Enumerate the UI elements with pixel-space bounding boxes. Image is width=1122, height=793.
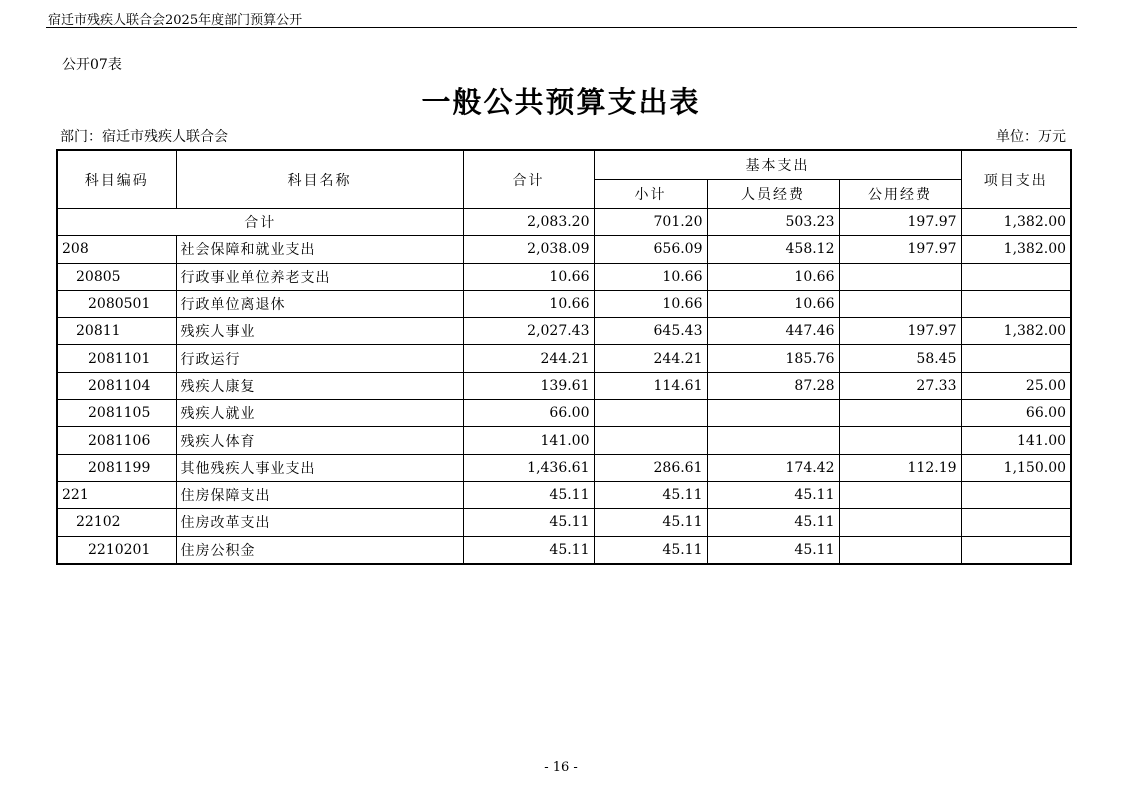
personnel-cell: 10.66: [707, 290, 839, 317]
public-cell: 112.19: [839, 454, 961, 481]
personnel-cell: 458.12: [707, 236, 839, 263]
subtotal-cell: 45.11: [594, 481, 707, 508]
name-cell: 其他残疾人事业支出: [176, 454, 463, 481]
document-header: 宿迁市残疾人联合会2025年度部门预算公开: [48, 13, 303, 28]
code-cell: 2080501: [57, 290, 176, 317]
total-cell: 45.11: [463, 481, 594, 508]
subtotal-cell: 656.09: [594, 236, 707, 263]
subtotal-cell: 114.61: [594, 372, 707, 399]
personnel-cell: 503.23: [707, 209, 839, 236]
unit-label: 单位：万元: [996, 129, 1066, 145]
header-public: 公用经费: [839, 180, 961, 209]
table-row: [57, 372, 1071, 399]
code-cell: 22102: [57, 509, 176, 536]
total-cell: 1,436.61: [463, 454, 594, 481]
name-cell: 社会保障和就业支出: [176, 236, 463, 263]
form-number: 公开07表: [62, 57, 122, 73]
public-cell: [839, 536, 961, 564]
table-row: [57, 536, 1071, 564]
table-row: [57, 345, 1071, 372]
table-row: [57, 481, 1071, 508]
project-cell: 66.00: [961, 400, 1071, 427]
header-code: 科目编码: [57, 150, 176, 209]
code-cell: 2081199: [57, 454, 176, 481]
public-cell: 197.97: [839, 318, 961, 345]
personnel-cell: [707, 427, 839, 454]
project-cell: [961, 536, 1071, 564]
table-row: [57, 400, 1071, 427]
public-cell: [839, 263, 961, 290]
code-cell: 20811: [57, 318, 176, 345]
project-cell: [961, 263, 1071, 290]
project-cell: 1,382.00: [961, 209, 1071, 236]
public-cell: [839, 400, 961, 427]
total-cell: 45.11: [463, 509, 594, 536]
subtotal-cell: 45.11: [594, 509, 707, 536]
project-cell: [961, 345, 1071, 372]
header-personnel: 人员经费: [707, 180, 839, 209]
page-title: 一般公共预算支出表: [421, 85, 701, 119]
project-cell: [961, 290, 1071, 317]
total-cell: 2,038.09: [463, 236, 594, 263]
total-cell: 139.61: [463, 372, 594, 399]
code-cell: 2081101: [57, 345, 176, 372]
header-rule: [46, 27, 1077, 28]
name-cell: 行政单位离退休: [176, 290, 463, 317]
table-row: [57, 290, 1071, 317]
header-basic: 基本支出: [594, 150, 961, 180]
page-number: - 16 -: [544, 760, 578, 775]
subtotal-cell: 645.43: [594, 318, 707, 345]
personnel-cell: 10.66: [707, 263, 839, 290]
table-row: [57, 236, 1071, 263]
project-cell: 141.00: [961, 427, 1071, 454]
project-cell: 1,382.00: [961, 318, 1071, 345]
personnel-cell: 45.11: [707, 536, 839, 564]
name-cell: 残疾人事业: [176, 318, 463, 345]
name-cell: 住房保障支出: [176, 481, 463, 508]
public-cell: 197.97: [839, 209, 961, 236]
total-cell: 10.66: [463, 290, 594, 317]
table-row: [57, 454, 1071, 481]
table-row: [57, 318, 1071, 345]
department-label: 部门：宿迁市残疾人联合会: [60, 129, 228, 145]
personnel-cell: 185.76: [707, 345, 839, 372]
total-cell: 66.00: [463, 400, 594, 427]
total-label: 合计: [57, 209, 463, 236]
project-cell: 25.00: [961, 372, 1071, 399]
personnel-cell: 87.28: [707, 372, 839, 399]
public-cell: 27.33: [839, 372, 961, 399]
table-row: [57, 509, 1071, 536]
project-cell: [961, 481, 1071, 508]
name-cell: 住房公积金: [176, 536, 463, 564]
subtotal-cell: 10.66: [594, 290, 707, 317]
name-cell: 住房改革支出: [176, 509, 463, 536]
public-cell: [839, 509, 961, 536]
name-cell: 残疾人就业: [176, 400, 463, 427]
project-cell: 1,150.00: [961, 454, 1071, 481]
subtotal-cell: 286.61: [594, 454, 707, 481]
subtotal-cell: [594, 427, 707, 454]
total-cell: 244.21: [463, 345, 594, 372]
name-cell: 行政事业单位养老支出: [176, 263, 463, 290]
code-cell: 221: [57, 481, 176, 508]
subtotal-cell: [594, 400, 707, 427]
total-cell: 2,083.20: [463, 209, 594, 236]
public-cell: [839, 481, 961, 508]
header-row-1: [57, 150, 1071, 180]
total-row: [57, 209, 1071, 236]
code-cell: 2210201: [57, 536, 176, 564]
personnel-cell: 45.11: [707, 509, 839, 536]
header-project: 项目支出: [961, 150, 1071, 209]
code-cell: 2081105: [57, 400, 176, 427]
header-total: 合计: [463, 150, 594, 209]
total-cell: 141.00: [463, 427, 594, 454]
subtotal-cell: 10.66: [594, 263, 707, 290]
name-cell: 残疾人体育: [176, 427, 463, 454]
public-cell: [839, 290, 961, 317]
public-cell: 58.45: [839, 345, 961, 372]
header-name: 科目名称: [176, 150, 463, 209]
subtotal-cell: 45.11: [594, 536, 707, 564]
header-subtotal: 小计: [594, 180, 707, 209]
total-cell: 2,027.43: [463, 318, 594, 345]
code-cell: 2081106: [57, 427, 176, 454]
code-cell: 2081104: [57, 372, 176, 399]
total-cell: 10.66: [463, 263, 594, 290]
code-cell: 20805: [57, 263, 176, 290]
project-cell: 1,382.00: [961, 236, 1071, 263]
name-cell: 行政运行: [176, 345, 463, 372]
public-cell: 197.97: [839, 236, 961, 263]
total-cell: 45.11: [463, 536, 594, 564]
budget-table: [56, 149, 1072, 565]
personnel-cell: [707, 400, 839, 427]
subtotal-cell: 244.21: [594, 345, 707, 372]
table-row: [57, 427, 1071, 454]
table-row: [57, 263, 1071, 290]
subtotal-cell: 701.20: [594, 209, 707, 236]
project-cell: [961, 509, 1071, 536]
personnel-cell: 174.42: [707, 454, 839, 481]
code-cell: 208: [57, 236, 176, 263]
name-cell: 残疾人康复: [176, 372, 463, 399]
personnel-cell: 45.11: [707, 481, 839, 508]
personnel-cell: 447.46: [707, 318, 839, 345]
public-cell: [839, 427, 961, 454]
